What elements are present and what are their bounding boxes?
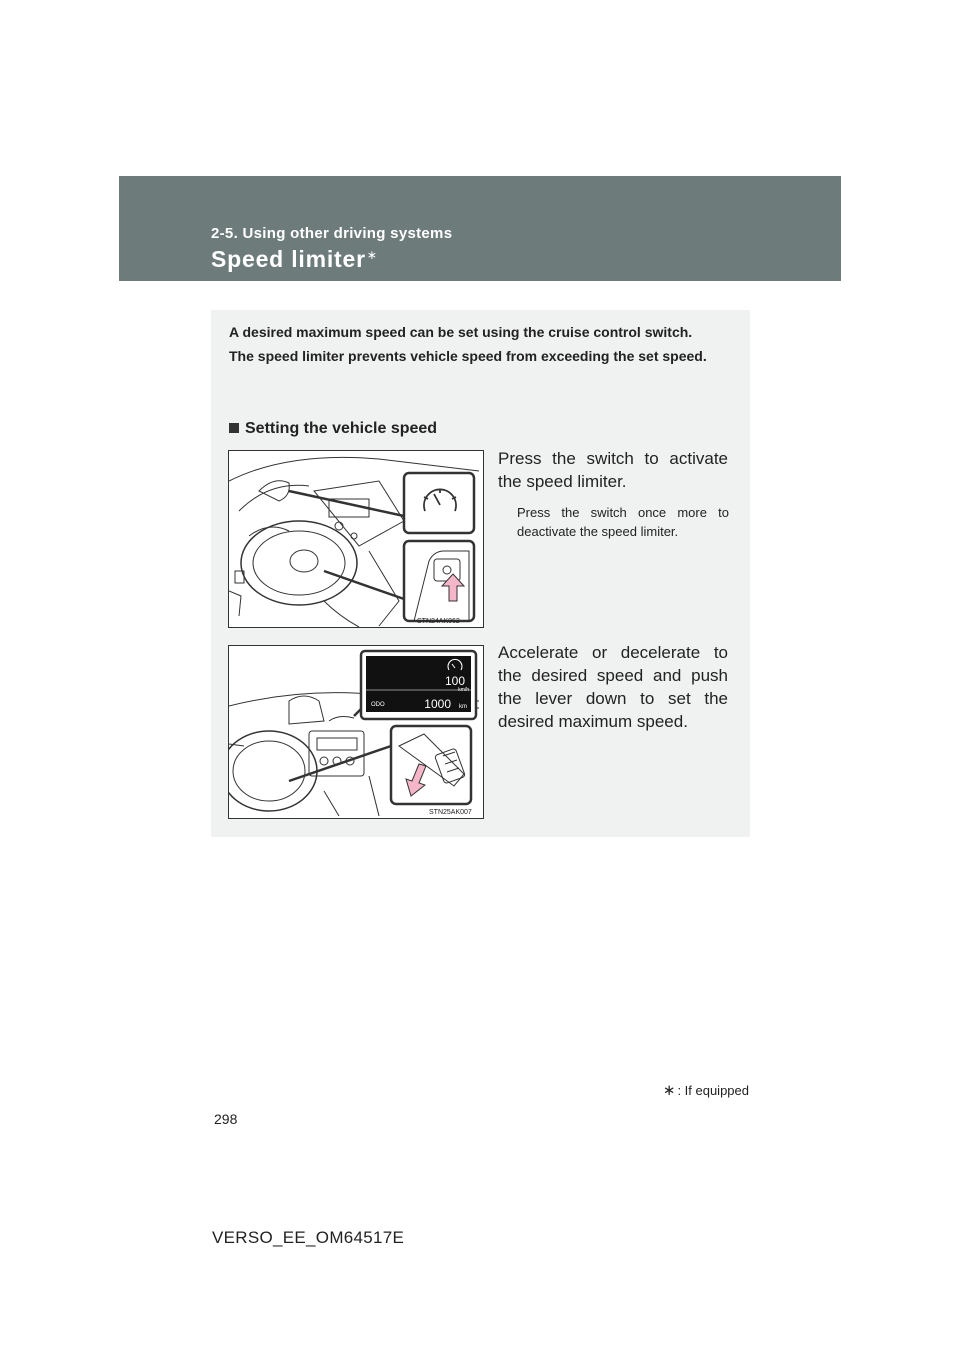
page-title [211,246,378,273]
display-odo-label: ODO [371,702,385,708]
content-box [211,310,750,837]
figure-set-speed-lever [228,645,484,819]
footnote [663,1081,749,1099]
display-speed: 100 [444,674,465,688]
if-equipped-mark: ∗ [366,248,378,262]
subheading-text: Setting the vehicle speed [245,420,438,437]
display-odo-value: 1000 [424,697,451,711]
square-bullet-icon [229,423,239,433]
figure-code-1: STN24AK062 [417,618,460,625]
step-2-text: Accelerate or decelerate to the desired speed and push the lever down to set the desired maximum speed. [498,643,728,731]
display-speed-unit: km/h [458,687,469,693]
document-id: VERSO_EE_OM64517E [212,1228,405,1247]
figure-code-2: STN25AK007 [429,809,472,816]
section-label: 2-5. Using other driving systems [211,225,453,242]
dashboard-illustration-1 [229,451,483,627]
display-odo-unit: km [459,704,467,710]
footnote-text: : If equipped [677,1083,749,1098]
step-1-text: Press the switch to activate the speed limiter. [498,449,728,491]
intro-text [229,320,727,368]
page-number: 298 [214,1111,238,1127]
dashboard-illustration-2 [229,646,483,818]
page-title-text: Speed limiter [211,246,366,272]
subheading [229,420,437,438]
intro-line-1: A desired maximum speed can be set using the cruise control switch. [229,324,693,340]
footnote-mark: ∗ [662,1082,676,1099]
intro-line-2: The speed limiter prevents vehicle speed from exceeding the set speed. [229,348,707,364]
step-1-note: Press the switch once more to deactivate the speed limiter. [517,505,729,539]
figure-speed-limiter-switch [228,450,484,628]
